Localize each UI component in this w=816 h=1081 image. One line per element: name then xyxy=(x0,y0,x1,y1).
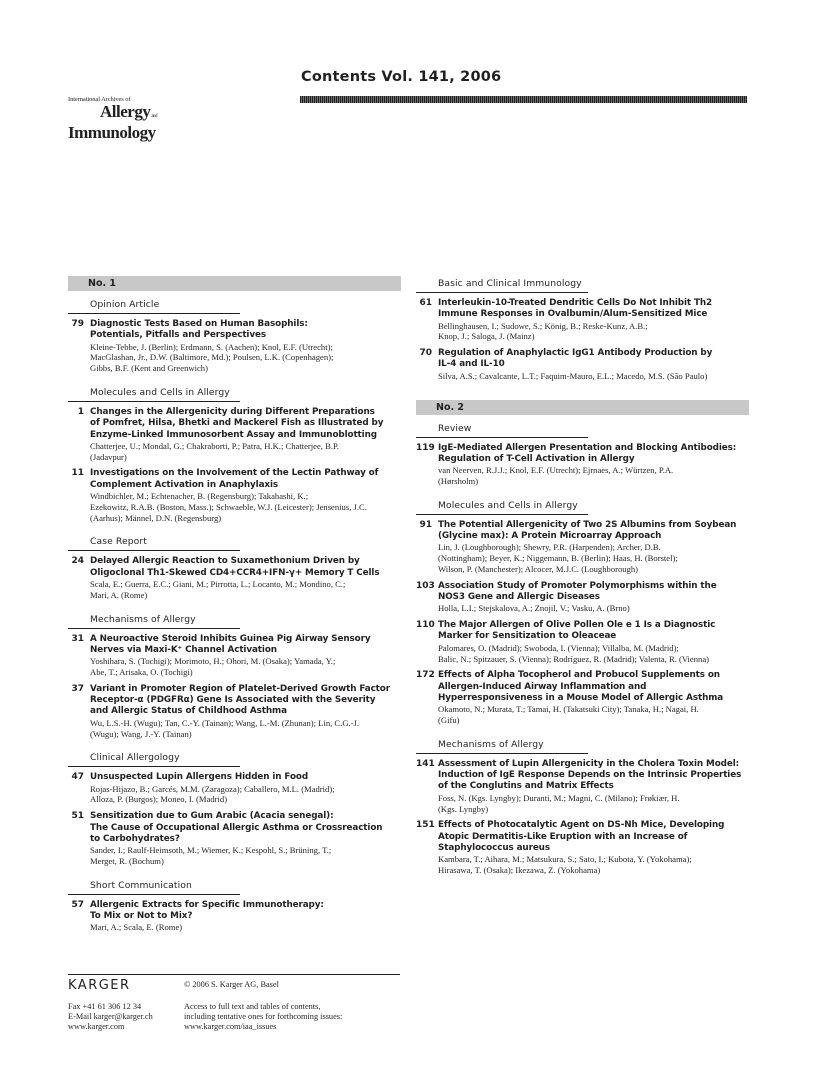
article-authors: van Neerven, R.J.J.; Knol, E.F. (Utrecht); Ejrnaes, A.; Würtzen, P.A. xyxy=(438,465,674,476)
section-heading: Short Communication xyxy=(68,873,240,895)
article-title: A Neuroactive Steroid Inhibits Guinea Pig Airway Sensory xyxy=(90,633,371,644)
article-title: Staphylococcus aureus xyxy=(438,842,550,853)
section-heading: Mechanisms of Allergy xyxy=(416,732,588,754)
article-authors: MacGlashan, Jr., D.W. (Baltimore, Md.); Poulsen, L.K. (Copenhagen); xyxy=(90,352,334,363)
article-authors: Mari, A. (Rome) xyxy=(90,589,148,600)
access-line: Access to full text and tables of contents, xyxy=(184,1002,321,1011)
article-authors: Silva, A.S.; Cavalcante, L.T.; Faquim-Mauro, E.L.; Macedo, M.S. (São Paulo) xyxy=(438,370,708,381)
article-authors: (Kgs. Lyngby) xyxy=(438,803,489,814)
article-authors: Kleine-Tebbe, J. (Berlin); Erdmann, S. (Aachen); Knol, E.F. (Utrecht); xyxy=(90,341,333,352)
article-authors: Foss, N. (Kgs. Lyngby); Duranti, M.; Magni, C. (Milano); Frøkiær, H. xyxy=(438,792,680,803)
section-heading: Molecules and Cells in Allergy xyxy=(416,493,588,515)
article-title: Receptor-α (PDGFRα) Gene Is Associated with the Severity xyxy=(90,695,376,706)
article-authors: Hirasawa, T. (Osaka); Ikezawa, Z. (Yokohama) xyxy=(438,864,601,875)
toc-entry[interactable] xyxy=(68,634,401,678)
article-authors: Bellinghausen, I.; Sudowe, S.; König, B.; Reske-Kunz, A.B.; xyxy=(438,320,648,331)
article-authors: Knop, J.; Saloga, J. (Mainz) xyxy=(438,331,535,342)
article-authors: Holla, L.I.; Stejskalova, A.; Znojil, V.; Vasku, A. (Brno) xyxy=(438,603,630,614)
article-title: Atopic Dermatitis-Like Eruption with an Increase of xyxy=(438,831,688,842)
article-title: Assessment of Lupin Allergenicity in the Cholera Toxin Model: xyxy=(438,758,740,769)
section-heading: Case Report xyxy=(68,529,240,551)
contact-email[interactable]: E-Mail karger@karger.ch xyxy=(68,1012,153,1022)
article-authors: Scala, E.; Guerra, E.C.; Giani, M.; Pirrotta, L.; Locanto, M.; Mondino, C.; xyxy=(90,579,346,590)
page-number: 151 xyxy=(416,820,435,831)
article-authors: Sander, I.; Raulf-Heimsoth, M.; Wiemer, K.; Kespohl, S.; Brüning, T.; xyxy=(90,845,332,856)
article-title: (Glycine max): A Protein Microarray Approach xyxy=(438,531,662,542)
article-title: Regulation of T-Cell Activation in Allergy xyxy=(438,453,635,464)
page-number: 103 xyxy=(416,580,435,591)
page-number: 141 xyxy=(416,758,435,769)
article-title: and Allergic Status of Childhood Asthma xyxy=(90,706,287,717)
article-title: Immune Responses in Ovalbumin/Alum-Sensitized Mice xyxy=(438,309,708,320)
page-number: 31 xyxy=(71,633,84,644)
article-title: Allergen-Induced Airway Inflammation and xyxy=(438,681,647,692)
article-title: The Potential Allergenicity of Two 2S Albumins from Soybean xyxy=(438,519,737,530)
article-title: IgE-Mediated Allergen Presentation and Blocking Antibodies: xyxy=(438,442,737,453)
article-title: of Pomfret, Hilsa, Bhetki and Mackerel Fish as Illustrated by xyxy=(90,418,384,429)
contact-info xyxy=(68,1002,153,1033)
article-authors: (Jadavpur) xyxy=(90,451,127,462)
article-authors: Wilson, P. (Manchester); Alcocer, M.J.C. (Loughborough) xyxy=(438,563,639,574)
article-title: Investigations on the Involvement of the Lectin Pathway of xyxy=(90,468,379,479)
page-number: 47 xyxy=(71,772,84,783)
logo-allergy: Allergyand xyxy=(100,102,158,121)
article-authors: (Gifu) xyxy=(438,715,460,726)
toc-entry[interactable] xyxy=(416,298,749,342)
toc-entry[interactable] xyxy=(416,759,749,814)
page-number: 24 xyxy=(71,556,84,567)
toc-entry[interactable] xyxy=(416,443,749,487)
article-title: NOS3 Gene and Allergic Diseases xyxy=(438,592,600,603)
logo-immunology: Immunology xyxy=(68,123,156,142)
page-number: 37 xyxy=(71,683,84,694)
page-number: 1 xyxy=(77,406,84,417)
article-authors: Mari, A.; Scala, E. (Rome) xyxy=(90,922,183,933)
article-authors: Alloza, P. (Burgos); Moneo, I. (Madrid) xyxy=(90,794,228,805)
toc-entry[interactable] xyxy=(416,348,749,381)
article-authors: Balic, N.; Spitzauer, S. (Vienna); Rodríguez, R. (Madrid); Valenta, R. (Vienna) xyxy=(438,653,710,664)
copyright: © 2006 S. Karger AG, Basel xyxy=(184,980,279,989)
footer-rule xyxy=(68,974,400,975)
article-title: Regulation of Anaphylactic IgG1 Antibody Production by xyxy=(438,348,713,359)
contact-fax: Fax +41 61 306 12 34 xyxy=(68,1002,142,1011)
issue-label-no1: No. 1 xyxy=(68,276,401,291)
article-title: Diagnostic Tests Based on Human Basophils: xyxy=(90,319,308,329)
section-heading: Molecules and Cells in Allergy xyxy=(68,380,240,402)
article-authors: (Nottingham); Beyer, K.; Niggemann, B. (Berlin); Haas, H. (Borstel); xyxy=(438,553,678,564)
article-authors: Windbichler, M.; Echtenacher, B. (Regensburg); Takahashi, K.; xyxy=(90,491,309,502)
article-title: Oligoclonal Th1-Skewed CD4+CCR4+IFN-γ+ Memory T Cells xyxy=(90,567,380,578)
article-authors: (Aarhus); Männel, D.N. (Regensburg) xyxy=(90,512,222,523)
toc-entry[interactable] xyxy=(68,772,401,805)
toc-entry[interactable] xyxy=(68,900,401,933)
toc-entry[interactable] xyxy=(416,520,749,575)
article-authors: Ezekowitz, R.A.B. (Boston, Mass.); Schwaeble, W.J. (Leicester); Jensenius, J.C. xyxy=(90,501,367,512)
page-number: 61 xyxy=(419,298,432,308)
page-number: 11 xyxy=(71,468,84,479)
article-authors: Gibbs, B.F. (Kent and Greenwich) xyxy=(90,363,208,374)
article-authors: Okamoto, N.; Murata, T.; Tamai, H. (Takatsuki City); Tanaka, H.; Nagai, H. xyxy=(438,704,699,715)
issue2-sections xyxy=(416,421,749,876)
toc-entry[interactable] xyxy=(68,684,401,739)
article-authors: Abe, T.; Arisaka, O. (Tochigi) xyxy=(90,667,193,678)
toc-entry[interactable] xyxy=(68,556,401,600)
journal-logo xyxy=(68,96,168,141)
page-number: 91 xyxy=(419,519,432,530)
issue1-continued-sections xyxy=(416,276,749,382)
section-heading: Clinical Allergology xyxy=(68,745,240,767)
toc-entry[interactable] xyxy=(68,319,401,374)
toc-entry[interactable] xyxy=(416,820,749,875)
article-authors: Lin, J. (Loughborough); Shewry, P.R. (Harpenden); Archer, D.B. xyxy=(438,542,661,553)
page-number: 79 xyxy=(71,319,84,329)
toc-entry[interactable] xyxy=(416,581,749,614)
article-authors: Palomares, O. (Madrid); Swoboda, I. (Vienna); Villalba, M. (Madrid); xyxy=(438,642,679,653)
logo-line1: International Archives of xyxy=(68,96,131,103)
toc-entry[interactable] xyxy=(416,670,749,725)
article-title: Delayed Allergic Reaction to Suxamethonium Driven by xyxy=(90,556,360,567)
contact-website[interactable]: www.karger.com xyxy=(68,1022,125,1032)
left-column xyxy=(68,276,401,939)
section-heading: Mechanisms of Allergy xyxy=(68,607,240,629)
article-title: Association Study of Promoter Polymorphisms within the xyxy=(438,580,717,591)
article-title: Allergenic Extracts for Specific Immunotherapy: xyxy=(90,899,324,910)
article-authors: (Hørsholm) xyxy=(438,475,479,486)
access-url[interactable]: www.karger.com/iaa_issues xyxy=(184,1022,277,1032)
article-title: to Carbohydrates? xyxy=(90,833,180,844)
article-authors: Chatterjee, U.; Mondal, G.; Chakraborti, P.; Patra, H.K.; Chatterjee, B.P. xyxy=(90,440,339,451)
page-number: 119 xyxy=(416,442,435,453)
article-title: Changes in the Allergenicity during Different Preparations xyxy=(90,406,375,417)
article-authors: Merget, R. (Bochum) xyxy=(90,855,164,866)
toc-entry[interactable] xyxy=(68,468,401,523)
article-title: Potentials, Pitfalls and Perspectives xyxy=(90,330,266,341)
article-title: Interleukin-10-Treated Dendritic Cells Do Not Inhibit Th2 xyxy=(438,298,713,308)
article-title: The Major Allergen of Olive Pollen Ole e 1 Is a Diagnostic xyxy=(438,620,716,631)
page-title: Contents Vol. 141, 2006 xyxy=(301,69,502,85)
title-rule xyxy=(300,96,747,103)
article-authors: Kambara, T.; Aihara, M.; Matsukura, S.; Sato, I.; Kubota, Y. (Yokohama); xyxy=(438,854,692,865)
page-number: 110 xyxy=(416,620,435,631)
section-heading: Basic and Clinical Immunology xyxy=(416,276,588,293)
right-column xyxy=(416,276,749,882)
article-title: IL-4 and IL-10 xyxy=(438,359,505,370)
article-title: The Cause of Occupational Allergic Asthma or Crossreaction xyxy=(90,822,383,833)
article-title: Hyperresponsiveness in a Mouse Model of Allergic Asthma xyxy=(438,692,724,703)
article-authors: (Wugu); Wang, J.-Y. (Tainan) xyxy=(90,728,192,739)
access-info xyxy=(184,1002,342,1033)
article-title: Effects of Photocatalytic Agent on DS-Nh Mice, Developing xyxy=(438,820,725,831)
article-title: Marker for Sensitization to Oleaceae xyxy=(438,631,617,642)
toc-entry[interactable] xyxy=(68,407,401,462)
article-title: Induction of IgE Response Depends on the Intrinsic Properties xyxy=(438,770,742,781)
page-number: 57 xyxy=(71,899,84,910)
page-number: 70 xyxy=(419,348,432,359)
publisher-logo: KARGER xyxy=(68,978,131,993)
article-title: Nerves via Maxi-K⁺ Channel Activation xyxy=(90,644,277,655)
article-title: Effects of Alpha Tocopherol and Probucol Supplements on xyxy=(438,670,720,681)
article-authors: Rojas-Hijazo, B.; Garcés, M.M. (Zaragoza); Caballero, M.L. (Madrid); xyxy=(90,783,335,794)
toc-entry[interactable] xyxy=(416,620,749,664)
article-title: Unsuspected Lupin Allergens Hidden in Food xyxy=(90,772,309,783)
article-authors: Yoshihara, S. (Tochigi); Morimoto, H.; Ohori, M. (Osaka); Yamada, Y.; xyxy=(90,656,336,667)
article-title: Sensitization due to Gum Arabic (Acacia senegal): xyxy=(90,811,334,822)
article-title: of the Conglutins and Matrix Effects xyxy=(438,781,614,792)
section-heading: Opinion Article xyxy=(68,297,240,314)
article-authors: Wu, L.S.-H. (Wugu); Tan, C.-Y. (Tainan); Wang, L.-M. (Zhunan); Lin, C.G.-J. xyxy=(90,717,360,728)
article-title: Complement Activation in Anaphylaxis xyxy=(90,479,279,490)
page-number: 172 xyxy=(416,670,435,681)
toc-entry[interactable] xyxy=(68,811,401,866)
issue1-sections xyxy=(68,297,401,933)
page-number: 51 xyxy=(71,811,84,822)
article-title: Variant in Promoter Region of Platelet-Derived Growth Factor xyxy=(90,683,390,694)
access-line: including tentative ones for forthcoming issues: xyxy=(184,1012,343,1022)
article-title: Enzyme-Linked Immunosorbent Assay and Immunoblotting xyxy=(90,429,377,440)
section-heading: Review xyxy=(416,421,588,438)
issue-label-no2: No. 2 xyxy=(416,400,749,415)
article-title: To Mix or Not to Mix? xyxy=(90,910,193,921)
